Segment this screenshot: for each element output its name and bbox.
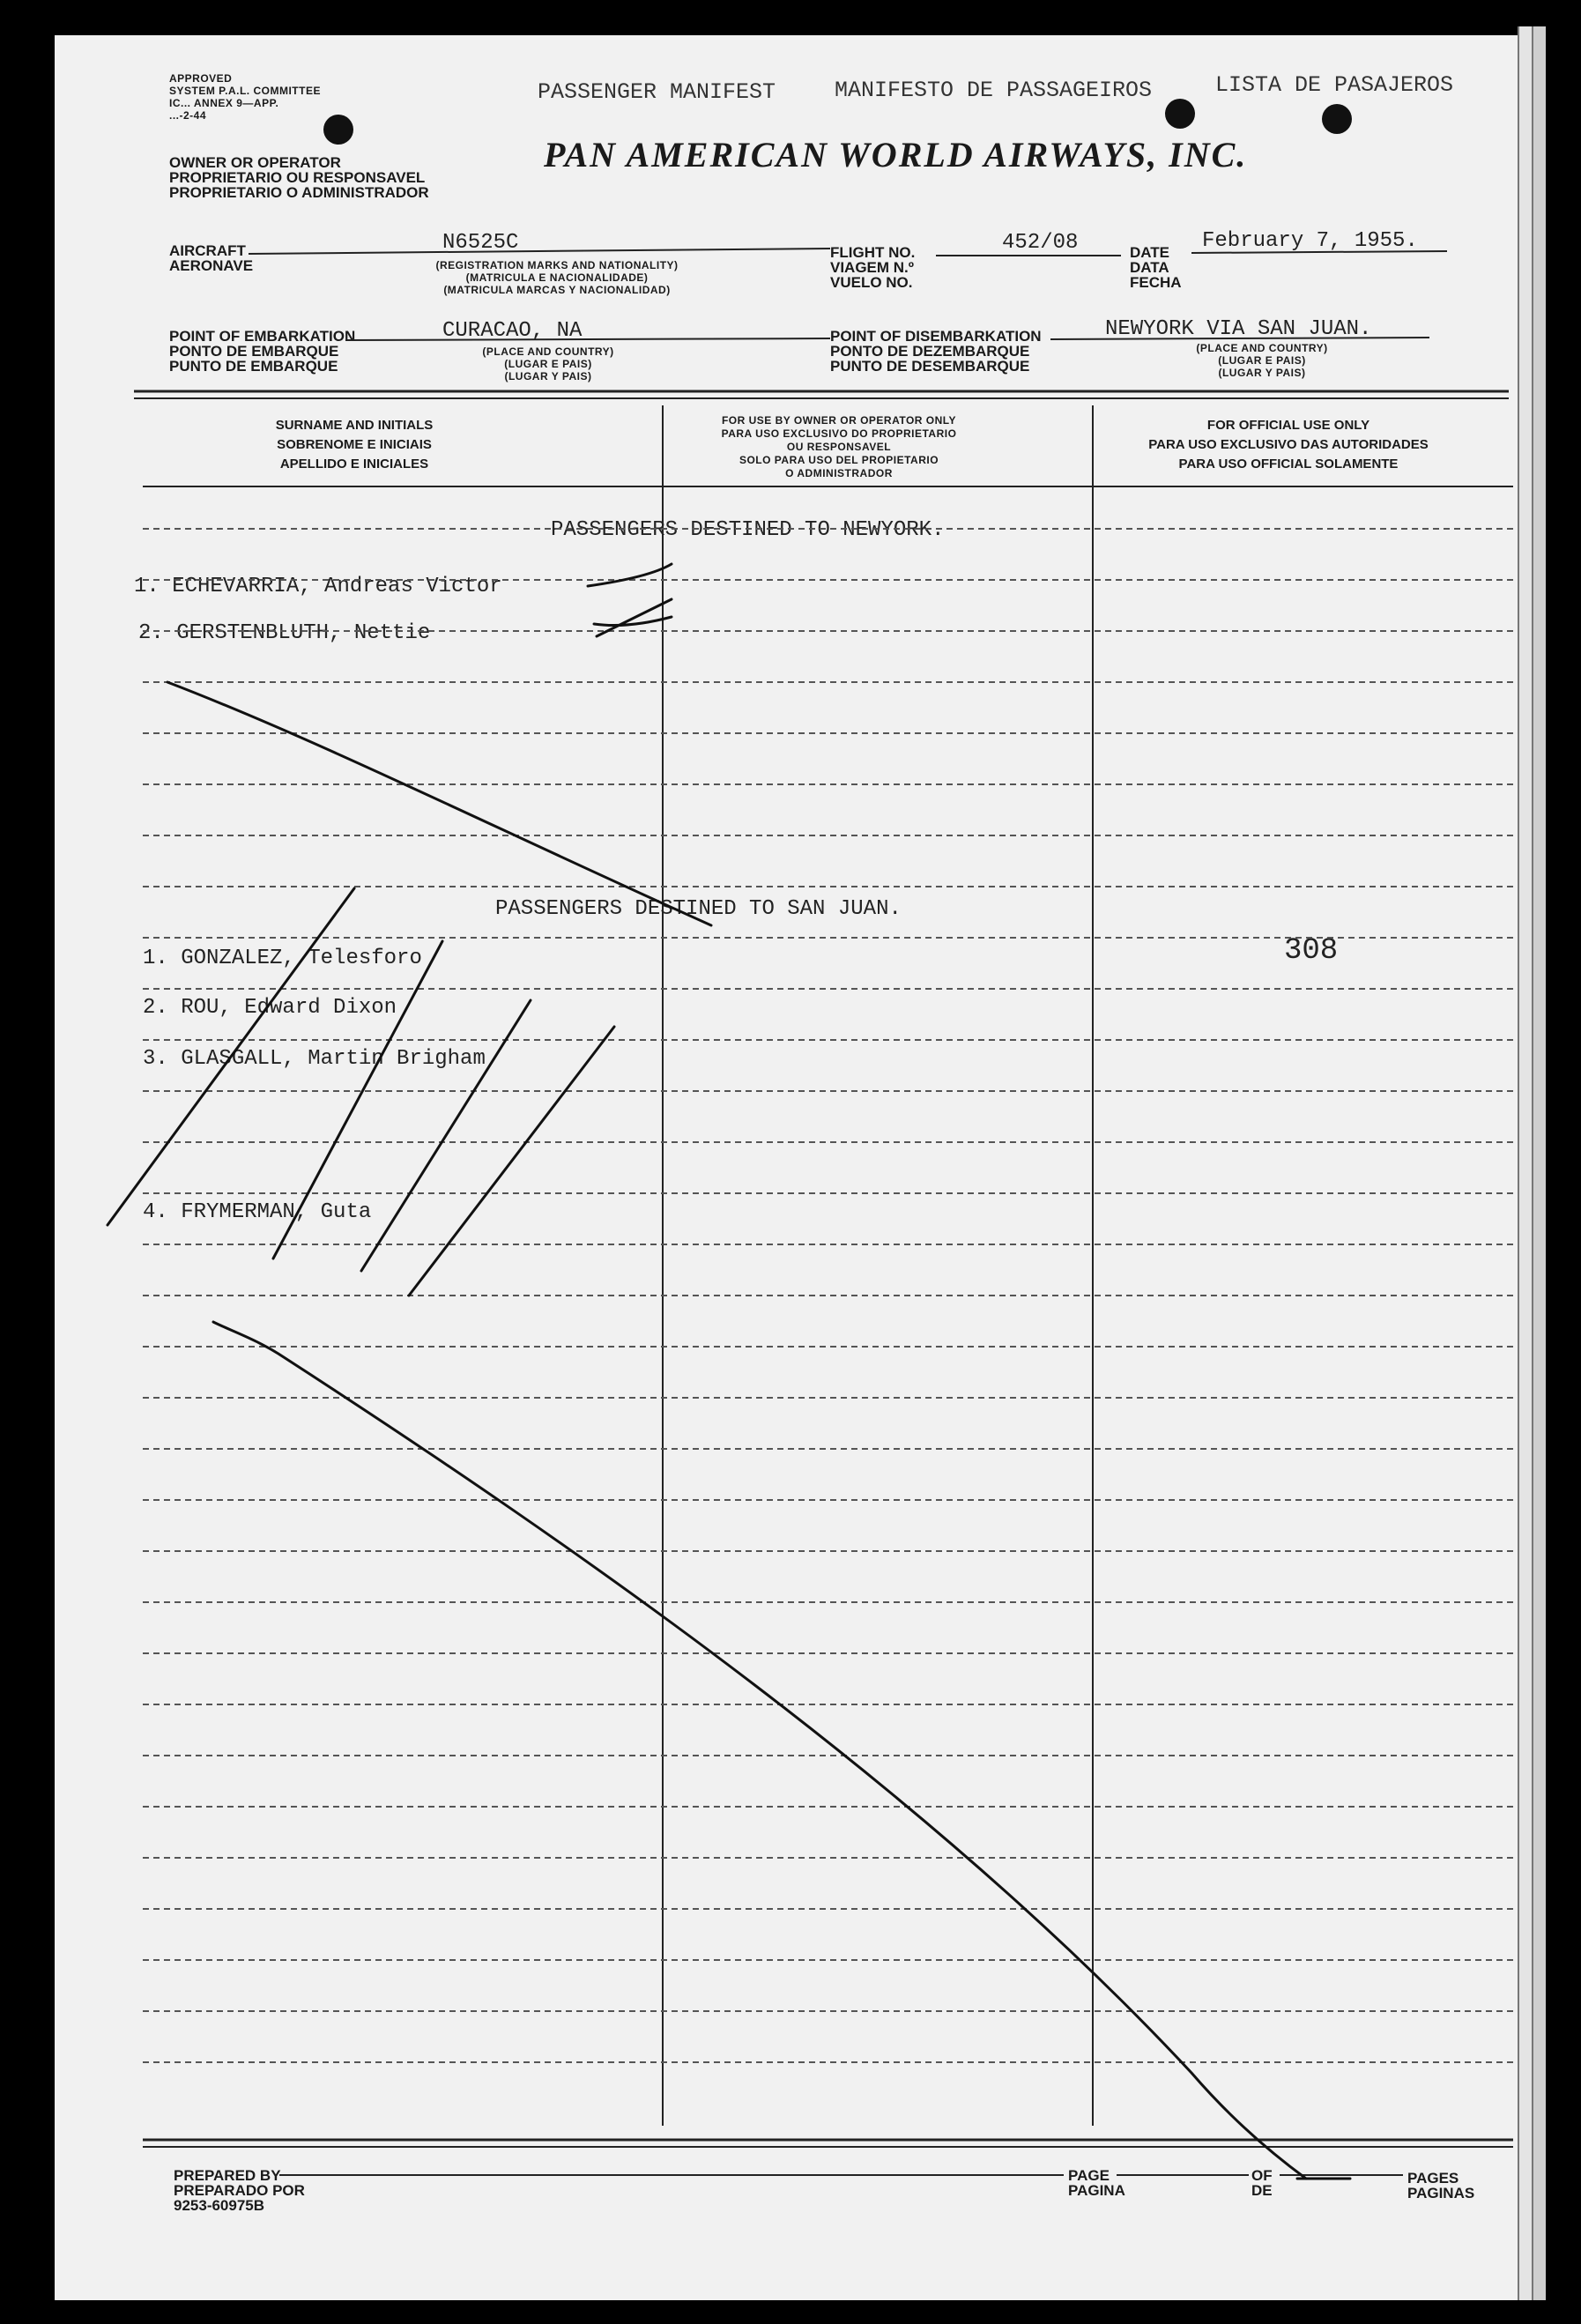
of-label: OF DE <box>1251 2167 1273 2199</box>
title-spanish: LISTA DE PASAJEROS <box>1215 72 1454 98</box>
official-number: 308 <box>1284 934 1339 968</box>
page-edge <box>1518 26 1532 2300</box>
passenger-row: 3. GLASGALL, Martin Brigham <box>143 1047 486 1071</box>
date-value: February 7, 1955. <box>1202 229 1418 253</box>
flight-number-label: FLIGHT NO. VIAGEM N.º VUELO NO. <box>830 244 916 291</box>
approval-block: APPROVED SYSTEM P.A.L. COMMITTEE IC... ANNEX 9—APP. ...-2-44 <box>169 72 321 122</box>
prepared-by-label: PREPARED BY PREPARADO POR 9253-60975B <box>174 2167 305 2214</box>
passenger-row: 2. ROU, Edward Dixon <box>143 996 397 1020</box>
column-header-official: FOR OFFICIAL USE ONLY PARA USO EXCLUSIVO DAS AUTORIDADES PARA USO OFFICIAL SOLAMENTE <box>1148 418 1429 471</box>
embarkation-label: POINT OF EMBARKATION PONTO DE EMBARQUE PUNTO DE EMBARQUE <box>169 328 356 375</box>
passenger-row: 2. GERSTENBLUTH, Nettie <box>138 621 431 645</box>
page-edge-back <box>1532 26 1546 2300</box>
section-heading-newyork: PASSENGERS DESTINED TO NEWYORK. <box>551 518 945 542</box>
embarkation-value: CURACAO, NA <box>442 319 583 343</box>
column-header-surname: SURNAME AND INITIALS SOBRENOME E INICIAIS APELLIDO E INICIALES <box>275 418 434 471</box>
aircraft-label: AIRCRAFT AERONAVE <box>169 242 254 274</box>
flight-number-value: 452/08 <box>1002 231 1079 255</box>
section-heading-sanjuan: PASSENGERS DESTINED TO SAN JUAN. <box>495 897 902 921</box>
airline-name: PAN AMERICAN WORLD AIRWAYS, INC. <box>544 135 1248 174</box>
passenger-row: 1. GONZALEZ, Telesforo <box>143 947 422 970</box>
title-portuguese: MANIFESTO DE PASSAGEIROS <box>835 78 1153 103</box>
passenger-row: 4. FRYMERMAN, Guta <box>143 1200 372 1224</box>
pages-label: PAGES PAGINAS <box>1407 2170 1475 2201</box>
column-header-operator: FOR USE BY OWNER OR OPERATOR ONLY PARA USO EXCLUSIVO DO PROPRIETARIO OU RESPONSAVEL SOLO PARA USO DEL PROPIETARIO O ADMINISTRADOR <box>721 414 957 479</box>
disembarkation-value: NEWYORK VIA SAN JUAN. <box>1105 317 1372 341</box>
passenger-row: 1. ECHEVARRIA, Andreas Victor <box>134 575 502 598</box>
manifest-sheet <box>55 35 1518 2300</box>
pen-strike-marks <box>108 564 1350 2179</box>
form-rulings <box>55 35 1518 2300</box>
aircraft-sublabel: (REGISTRATION MARKS AND NATIONALITY) (MATRICULA E NACIONALIDADE) (MATRICULA MARCAS Y NACIONALIDAD) <box>435 259 679 296</box>
title-english: PASSENGER MANIFEST <box>538 79 776 105</box>
disembarkation-label: POINT OF DISEMBARKATION PONTO DE DEZEMBARQUE PUNTO DE DESEMBARQUE <box>830 328 1042 375</box>
date-label: DATE DATA FECHA <box>1130 244 1182 291</box>
aircraft-value: N6525C <box>442 231 519 255</box>
owner-operator-label: OWNER OR OPERATOR PROPRIETARIO OU RESPONSAVEL PROPRIETARIO O ADMINISTRADOR <box>169 154 429 201</box>
page-label: PAGE PAGINA <box>1068 2167 1125 2199</box>
embarkation-sublabel: (PLACE AND COUNTRY) (LUGAR E PAIS) (LUGAR Y PAIS) <box>482 345 614 382</box>
disembarkation-sublabel: (PLACE AND COUNTRY) (LUGAR E PAIS) (LUGAR Y PAIS) <box>1196 342 1328 379</box>
